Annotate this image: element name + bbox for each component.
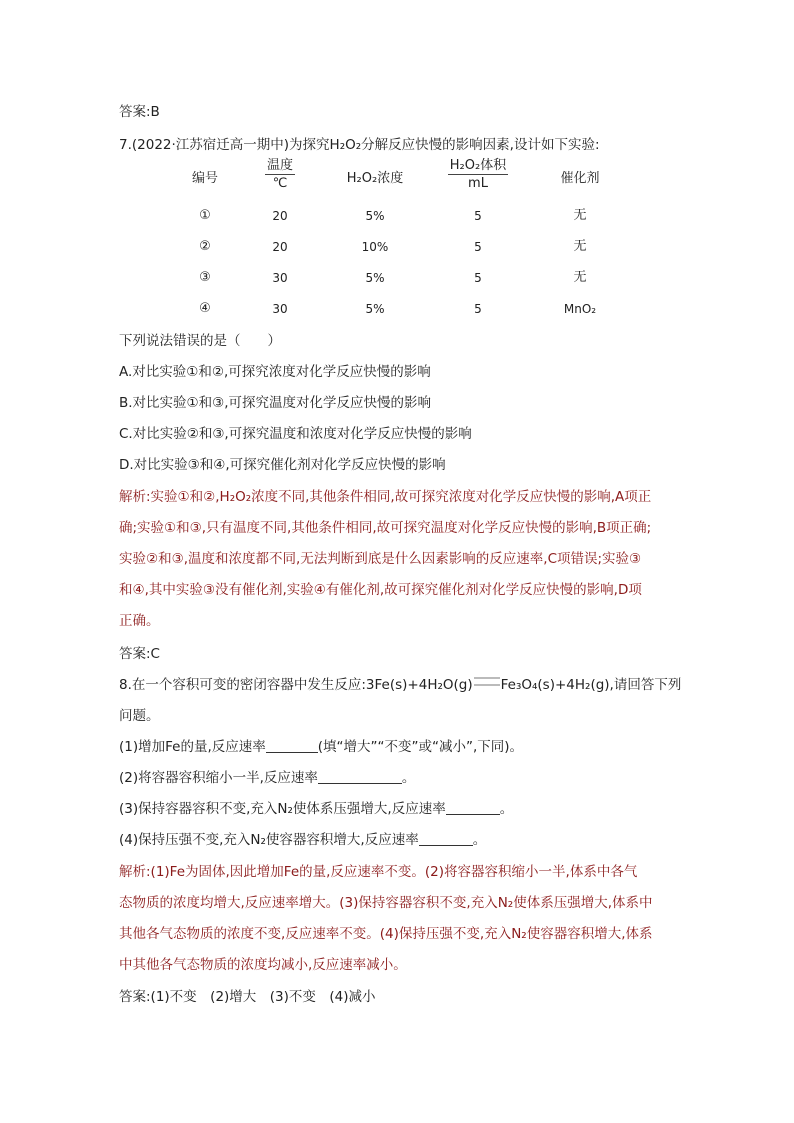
row2-vol: 5 [474,240,482,254]
row3-conc: 5% [365,271,385,285]
header-cat: 催化剂 [560,171,600,186]
header-no: 编号 [191,171,218,186]
q7-analysis-line3: 实验②和③,温度和浓度都不同,无法判断到底是什么因素影响的反应速率,C项错误;实验③ [119,551,642,567]
row1-no: ① [199,208,211,223]
q8-analysis-line1: 解析:(1)Fe为固体,因此增加Fe的量,反应速率不变。(2)将容器容积缩小一半,体系中各气 [119,864,638,880]
row3-vol: 5 [474,271,482,285]
q8-analysis-line2: 态物质的浓度均增大,反应速率增大。(3)保持容器容积不变,充入N₂使体系压强增大,体系中 [119,895,653,911]
row4-cat: MnO₂ [563,302,597,316]
row3-temp: 30 [272,271,288,285]
row1-temp: 20 [272,209,288,223]
q8-item-2-suffix: 。 [401,770,416,786]
row4-temp: 30 [272,302,288,316]
row4-no: ④ [199,301,211,316]
row1-cat: 无 [573,208,587,223]
q8-item-4 [119,830,486,850]
previous-answer: 答案:B [119,104,160,120]
q7-prompt: 下列说法错误的是（ ） [119,333,281,349]
header-temp [245,157,315,193]
q7-stem: 7.(2022·江苏宿迁高一期中)为探究H₂O₂分解反应快慢的影响因素,设计如下实验: [119,137,600,153]
q7-analysis-line1: 解析:实验①和②,H₂O₂浓度不同,其他条件相同,故可探究浓度对化学反应快慢的影响,A项正 [119,489,652,505]
q8-item-2-text: (2)将容器容积缩小一半,反应速率 [119,770,318,786]
q7-option-a: A.对比实验①和②,可探究浓度对化学反应快慢的影响 [119,364,431,380]
q8-item-4-text: (4)保持压强不变,充入N₂使容器容积增大,反应速率 [119,832,419,848]
q8-answer: 答案:(1)不变 (2)增大 (3)不变 (4)减小 [119,989,376,1005]
q8-item-3 [119,799,513,819]
header-temp-label: 温度 [266,158,293,173]
q8-stem-line2: 问题。 [119,708,160,724]
answer-blank-1[interactable] [266,738,318,753]
q8-analysis-line3: 其他各气态物质的浓度不变,反应速率不变。(4)保持压强不变,充入N₂使容器容积增大,体系 [119,926,653,942]
header-conc: H₂O₂浓度 [346,171,404,186]
row4-vol: 5 [474,302,482,316]
answer-blank-3[interactable] [446,800,500,815]
row2-cat: 无 [573,239,587,254]
q7-analysis-line5: 正确。 [119,613,160,629]
row3-cat: 无 [573,270,587,285]
q7-answer: 答案:C [119,646,160,662]
q7-option-b: B.对比实验①和③,可探究温度对化学反应快慢的影响 [119,395,432,411]
row4-conc: 5% [365,302,385,316]
q8-item-3-suffix: 。 [499,801,514,817]
row1-conc: 5% [365,209,385,223]
row3-no: ③ [199,270,211,285]
equilibrium-arrow-icon [474,677,500,686]
row2-no: ② [199,239,211,254]
row2-temp: 20 [272,240,288,254]
row2-conc: 10% [361,240,389,254]
q8-item-1-text: (1)增加Fe的量,反应速率 [119,739,266,755]
q8-stem [119,675,681,695]
q7-option-c: C.对比实验②和③,可探究温度和浓度对化学反应快慢的影响 [119,426,472,442]
q7-analysis-line4: 和④,其中实验③没有催化剂,实验④有催化剂,故可探究催化剂对化学反应快慢的影响,D项 [119,582,642,598]
header-vol-unit: mL [468,176,488,191]
q8-analysis-line4: 中其他各气态物质的浓度均减小,反应速率减小。 [119,957,407,973]
answer-blank-2[interactable] [318,769,402,784]
q8-stem-part1: 8.在一个容积可变的密闭容器中发生反应:3Fe(s)+4H₂O(g) [119,677,473,693]
header-vol-label: H₂O₂体积 [449,158,507,173]
q8-item-2 [119,768,415,788]
q8-item-3-text: (3)保持容器容积不变,充入N₂使体系压强增大,反应速率 [119,801,446,817]
row1-vol: 5 [474,209,482,223]
q8-item-4-suffix: 。 [472,832,487,848]
q7-analysis-line2: 确;实验①和③,只有温度不同,其他条件相同,故可探究温度对化学反应快慢的影响,B项正确; [119,520,652,536]
q8-item-1-suffix: (填“增大”“不变”或“减小”,下同)。 [317,739,524,755]
q7-option-d: D.对比实验③和④,可探究催化剂对化学反应快慢的影响 [119,457,446,473]
q8-item-1 [119,737,523,757]
answer-blank-4[interactable] [419,831,473,846]
q8-stem-part2: Fe₃O₄(s)+4H₂(g),请回答下列 [500,677,682,693]
header-temp-unit: ℃ [272,176,288,191]
header-vol [430,157,526,193]
